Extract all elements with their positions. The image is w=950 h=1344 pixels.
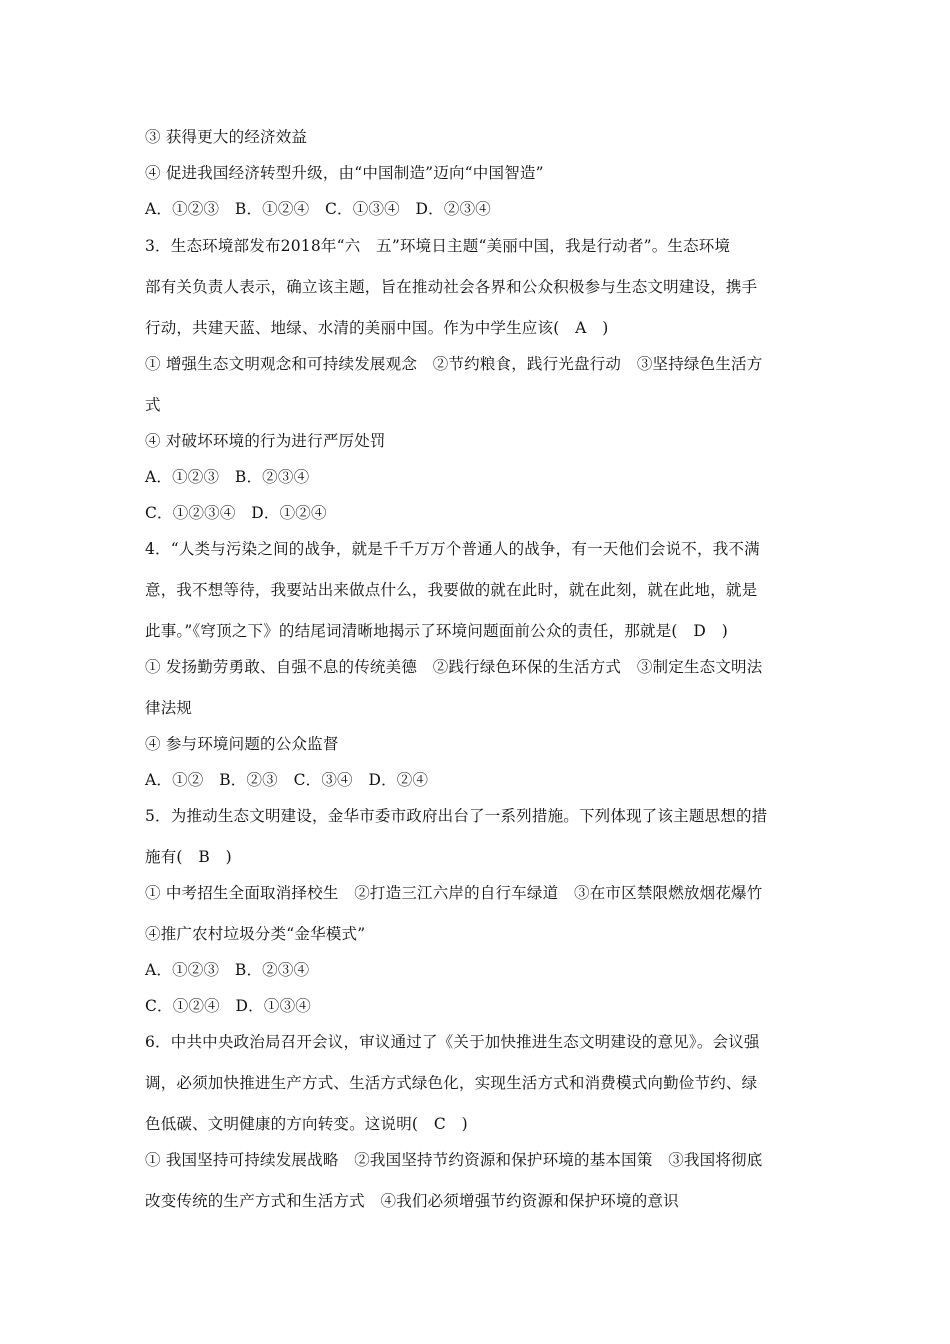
option-line: ④推广农村垃圾分类“金华模式” bbox=[145, 925, 366, 943]
question-4-text: 4．“人类与污染之间的战争，就是千千万万个普通人的战争，有一天他们会说不，我不满 bbox=[145, 540, 760, 558]
option-line: ④ 促进我国经济转型升级，由“中国制造”迈向“中国智造” bbox=[145, 164, 544, 182]
option-line: ④ 对破坏环境的行为进行严厉处罚 bbox=[145, 432, 386, 450]
option-line: ④ 参与环境问题的公众监督 bbox=[145, 735, 339, 753]
question-5-text: 施有( B ) bbox=[145, 848, 232, 866]
question-5-text: 5．为推动生态文明建设，金华市委市政府出台了一系列措施。下列体现了该主题思想的措 bbox=[145, 807, 768, 825]
option-line: ① 我国坚持可持续发展战略 ②我国坚持节约资源和保护环境的基本国策 ③我国将彻底 bbox=[145, 1151, 763, 1169]
answer-choices: A．①② B．②③ C．③④ D．②④ bbox=[145, 771, 429, 789]
question-3-text: 行动，共建天蓝、地绿、水清的美丽中国。作为中学生应该( A ) bbox=[145, 319, 609, 337]
option-line: ① 增强生态文明观念和可持续发展观念 ②节约粮食，践行光盘行动 ③坚持绿色生活方 bbox=[145, 355, 763, 373]
question-4-text: 意，我不想等待，我要站出来做点什么，我要做的就在此时，就在此刻，就在此地，就是 bbox=[145, 581, 758, 599]
option-line: 改变传统的生产方式和生活方式 ④我们必须增强节约资源和保护环境的意识 bbox=[145, 1192, 679, 1210]
question-6-text: 色低碳、文明健康的方向转变。这说明( C ) bbox=[145, 1115, 468, 1133]
question-3-text: 部有关负责人表示，确立该主题，旨在推动社会各界和公众积极参与生态文明建设，携手 bbox=[145, 278, 758, 296]
answer-choices: A．①②③ B．②③④ bbox=[145, 961, 310, 979]
option-line: ① 发扬勤劳勇敢、自强不息的传统美德 ②践行绿色环保的生活方式 ③制定生态文明法 bbox=[145, 658, 763, 676]
question-3-text: 3．生态环境部发布2018年“六 五”环境日主题“美丽中国，我是行动者”。生态环境 bbox=[145, 237, 731, 255]
question-6-text: 调，必须加快推进生产方式、生活方式绿色化，实现生活方式和消费模式向勤俭节约、绿 bbox=[145, 1074, 758, 1092]
answer-choices: C．①②④ D．①③④ bbox=[145, 997, 311, 1015]
option-line: ① 中考招生全面取消择校生 ②打造三江六岸的自行车绿道 ③在市区禁限燃放烟花爆竹 bbox=[145, 884, 763, 902]
option-line: 式 bbox=[145, 396, 161, 414]
answer-choices: A．①②③ B．①②④ C．①③④ D．②③④ bbox=[145, 200, 491, 218]
answer-choices: C．①②③④ D．①②④ bbox=[145, 504, 327, 522]
answer-choices: A．①②③ B．②③④ bbox=[145, 468, 310, 486]
option-line: 律法规 bbox=[145, 699, 193, 717]
question-4-text: 此事。”《穹顶之下》的结尾词清晰地揭示了环境问题面前公众的责任，那就是( D ) bbox=[145, 622, 728, 640]
option-line: ③ 获得更大的经济效益 bbox=[145, 128, 308, 146]
question-6-text: 6．中共中央政治局召开会议，审议通过了《关于加快推进生态文明建设的意见》。会议强 bbox=[145, 1033, 760, 1051]
